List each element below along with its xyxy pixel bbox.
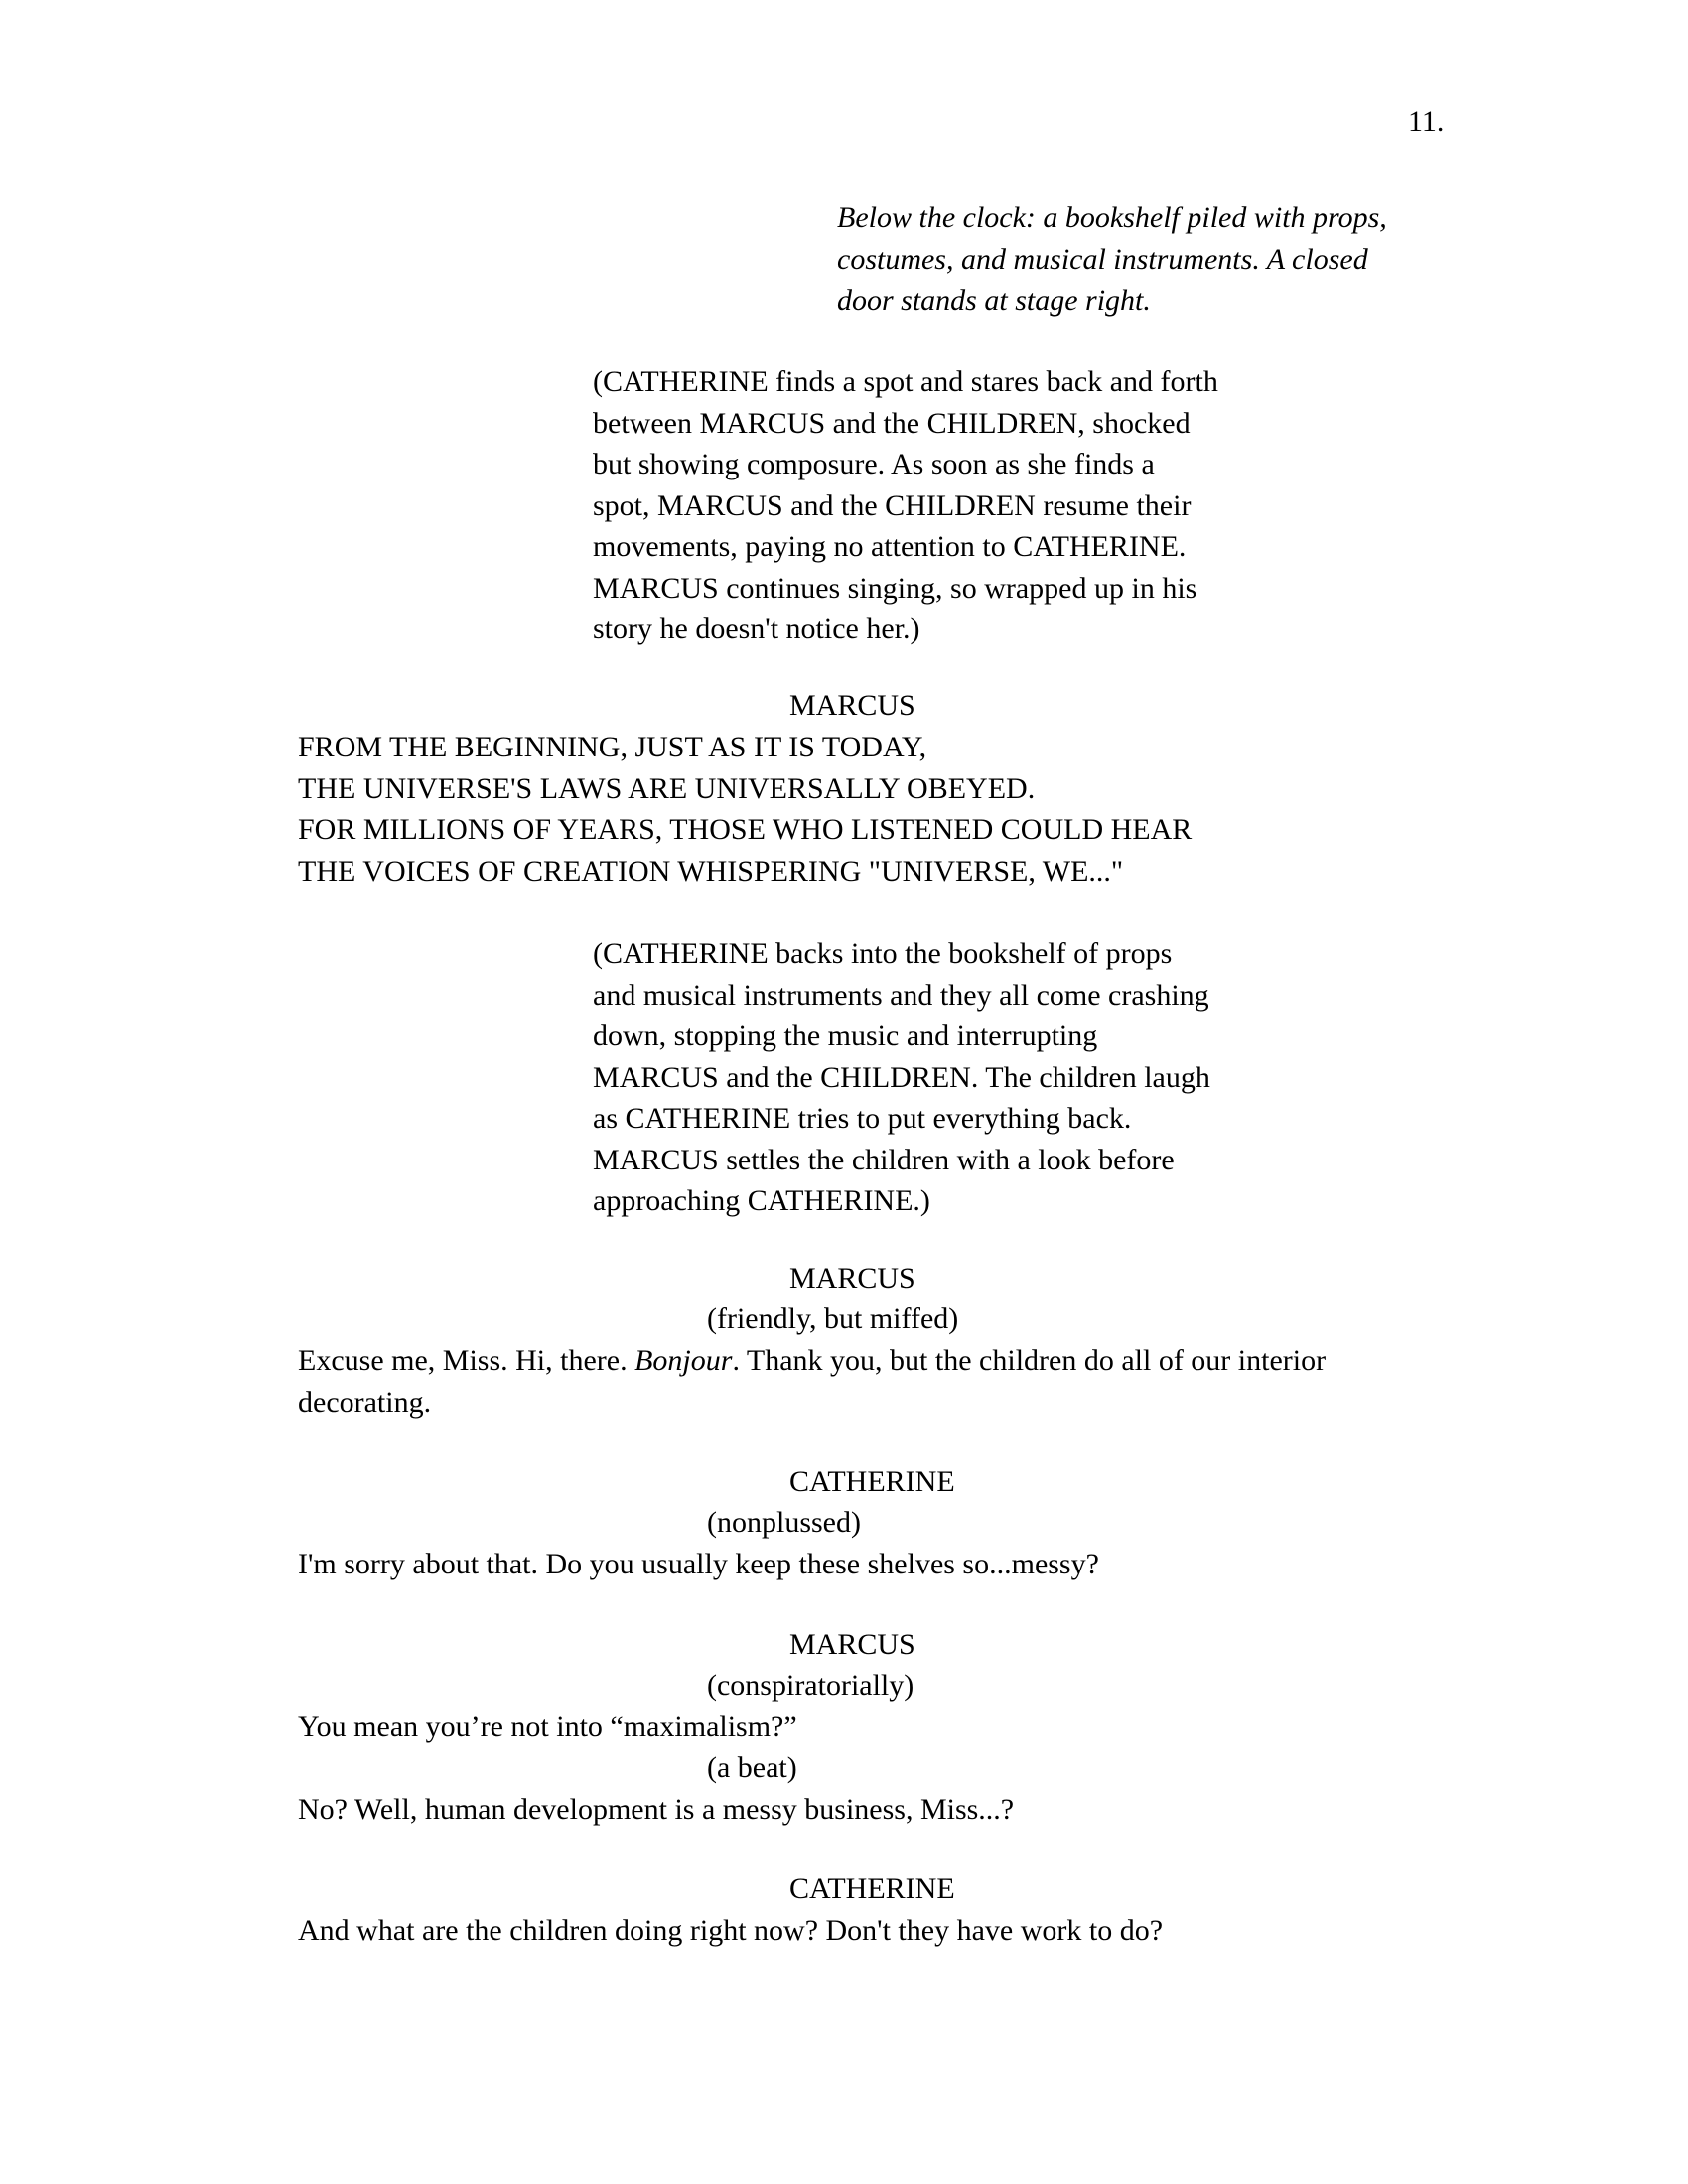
stage-direction-line: and musical instruments and they all come crashing	[593, 978, 1209, 1012]
stage-direction-line: between MARCUS and the CHILDREN, shocked	[593, 406, 1191, 440]
dialogue-italic-text: Bonjour	[634, 1344, 733, 1377]
dialogue-marcus-messy-business	[298, 1789, 1489, 1831]
dialogue-text: . Thank you, but the children do all of our interior	[732, 1344, 1327, 1377]
dialogue-catherine-sorry	[298, 1544, 1489, 1585]
stage-direction-line: MARCUS and the CHILDREN. The children laugh	[593, 1060, 1210, 1094]
parenthetical: (friendly, but miffed)	[707, 1302, 959, 1335]
stage-direction-line: (CATHERINE finds a spot and stares back and forth	[593, 365, 1218, 398]
character-name: MARCUS	[789, 1262, 915, 1295]
stage-direction-catherine-finds-spot	[593, 361, 1328, 650]
stage-direction-line: story he doesn't notice her.)	[593, 613, 920, 645]
parenthetical: (conspiratorially)	[707, 1669, 914, 1702]
dialogue-catherine-children	[298, 1910, 1489, 1952]
parenthetical: (a beat)	[707, 1751, 797, 1784]
stage-direction-line: costumes, and musical instruments. A closed	[837, 242, 1368, 276]
dialogue-marcus-maximalism	[298, 1706, 1489, 1748]
stage-direction-line: movements, paying no attention to CATHERINE.	[593, 530, 1187, 563]
dialogue-text: Excuse me, Miss. Hi, there.	[298, 1344, 635, 1377]
stage-direction-line: Below the clock: a bookshelf piled with props,	[837, 202, 1387, 234]
stage-direction-line: but showing composure. As soon as she finds a	[593, 448, 1155, 480]
stage-direction-catherine-backs-into-bookshelf	[593, 933, 1328, 1222]
dialogue-line: And what are the children doing right now? Don't they have work to do?	[298, 1914, 1164, 1947]
stage-direction-line: down, stopping the music and interrupting	[593, 1020, 1098, 1052]
stage-direction-line: MARCUS settles the children with a look before	[593, 1143, 1175, 1176]
stage-direction-line: MARCUS continues singing, so wrapped up in his	[593, 571, 1197, 605]
dialogue-line: I'm sorry about that. Do you usually keep these shelves so...messy?	[298, 1548, 1099, 1580]
stage-direction-line: door stands at stage right.	[837, 284, 1151, 317]
dialogue-line: No? Well, human development is a messy business, Miss...?	[298, 1793, 1015, 1826]
character-name: CATHERINE	[789, 1465, 955, 1498]
stage-direction-line: (CATHERINE backs into the bookshelf of props	[593, 937, 1173, 970]
stage-direction-line: spot, MARCUS and the CHILDREN resume their	[593, 488, 1192, 522]
character-name: CATHERINE	[789, 1872, 955, 1905]
dialogue-line	[298, 1340, 1489, 1382]
page-number: 11.	[1408, 105, 1445, 138]
character-name: MARCUS	[789, 689, 915, 722]
dialogue-line: FOR MILLIONS OF YEARS, THOSE WHO LISTENED COULD HEAR	[298, 813, 1193, 846]
parenthetical: (nonplussed)	[707, 1506, 861, 1539]
dialogue-song-lyrics	[298, 727, 1489, 891]
dialogue-line: THE UNIVERSE'S LAWS ARE UNIVERSALLY OBEYED.	[298, 771, 1036, 805]
dialogue-line: You mean you’re not into “maximalism?”	[298, 1710, 797, 1743]
dialogue-line: FROM THE BEGINNING, JUST AS IT IS TODAY,	[298, 731, 927, 763]
dialogue-line: THE VOICES OF CREATION WHISPERING "UNIVERSE, WE..."	[298, 854, 1124, 887]
dialogue-marcus-bonjour	[298, 1340, 1489, 1423]
stage-direction-line: as CATHERINE tries to put everything back.	[593, 1102, 1132, 1135]
dialogue-line: decorating.	[298, 1385, 432, 1419]
stage-direction-setting	[837, 198, 1473, 322]
character-name: MARCUS	[789, 1628, 915, 1661]
stage-direction-line: approaching CATHERINE.)	[593, 1184, 930, 1217]
